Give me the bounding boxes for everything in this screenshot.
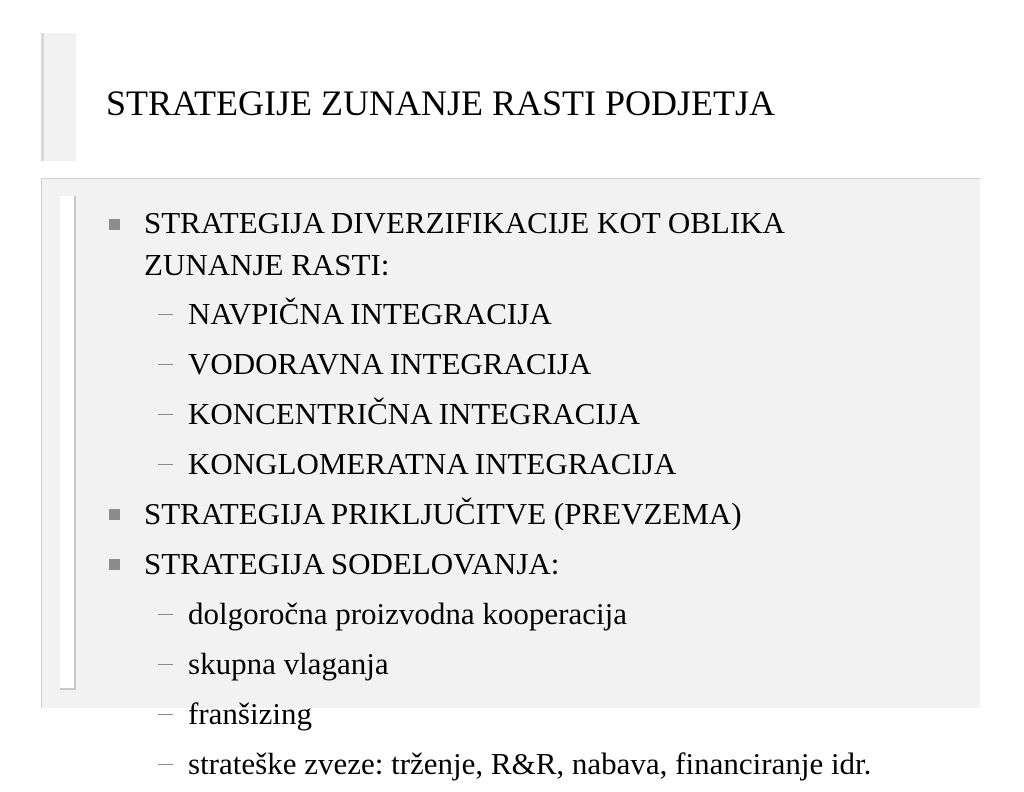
sub-bullet-text: KONCENTRIČNA INTEGRACIJA <box>188 396 641 431</box>
sub-bullet-text: VODORAVNA INTEGRACIJA <box>188 346 592 381</box>
dash-bullet-icon <box>158 414 173 415</box>
sub-bullet-item <box>106 442 1006 486</box>
square-bullet-icon <box>109 219 120 230</box>
bullet-list <box>106 202 1006 792</box>
sub-bullet-text: dolgoročna proizvodna kooperacija <box>188 596 627 631</box>
square-bullet-icon <box>109 509 120 520</box>
bullet-item <box>106 202 904 286</box>
sub-bullet-text: skupna vlaganja <box>188 646 389 681</box>
dash-bullet-icon <box>158 464 173 465</box>
dash-bullet-icon <box>158 714 173 715</box>
sub-bullet-text: strateške zveze: trženje, R&R, nabava, financiranje idr. <box>188 746 872 781</box>
sub-bullet-item <box>106 642 1006 686</box>
bullet-item <box>106 492 1006 536</box>
content-bracket <box>60 196 76 690</box>
dash-bullet-icon <box>158 664 173 665</box>
sub-bullet-item <box>106 692 1006 736</box>
sub-bullet-item <box>106 292 1006 336</box>
sub-bullet-item <box>106 592 1006 636</box>
dash-bullet-icon <box>158 614 173 615</box>
sub-bullet-text: NAVPIČNA INTEGRACIJA <box>188 296 552 331</box>
sub-bullet-item <box>106 392 1006 436</box>
bullet-text: STRATEGIJA PRIKLJUČITVE (PREVZEMA) <box>144 496 742 531</box>
title-accent-bar <box>41 33 76 161</box>
dash-bullet-icon <box>158 364 173 365</box>
sub-bullet-item <box>106 342 1006 386</box>
bullet-text: STRATEGIJA SODELOVANJA: <box>144 546 560 581</box>
dash-bullet-icon <box>158 314 173 315</box>
bullet-text: STRATEGIJA DIVERZIFIKACIJE KOT OBLIKA ZUNANJE RASTI: <box>144 205 784 282</box>
sub-bullet-text: franšizing <box>188 696 312 731</box>
bullet-item <box>106 542 1006 586</box>
dash-bullet-icon <box>158 764 173 765</box>
sub-bullet-text: KONGLOMERATNA INTEGRACIJA <box>188 446 677 481</box>
slide-title: STRATEGIJE ZUNANJE RASTI PODJETJA <box>106 83 776 123</box>
sub-bullet-item <box>106 742 1006 786</box>
square-bullet-icon <box>109 559 120 570</box>
